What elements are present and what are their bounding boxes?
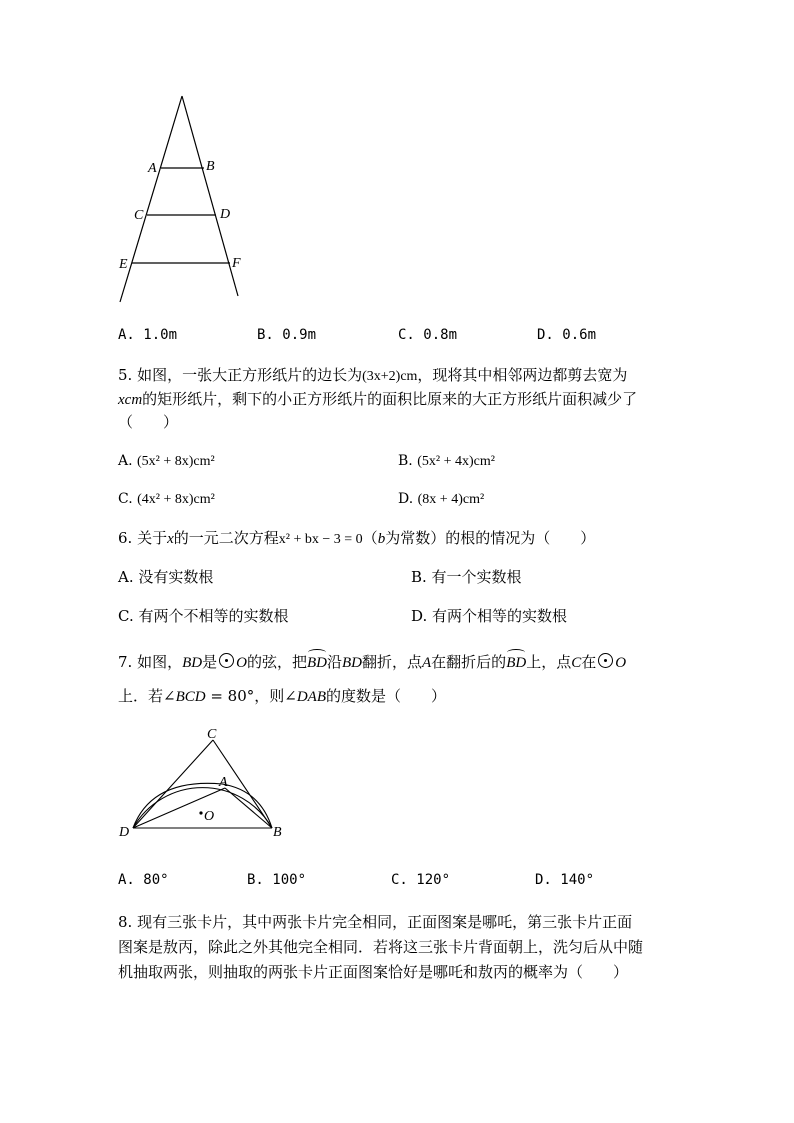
q7-bd-2: BD — [341, 655, 362, 671]
q6-paren-open: （ — [362, 529, 378, 547]
q5-option-a — [118, 451, 215, 472]
q7-text-2: 是 — [202, 653, 218, 671]
label-e: E — [119, 257, 128, 272]
fig2-label-b: B — [273, 825, 282, 840]
q5-option-c-expr: (4x² + 8x)cm² — [137, 492, 215, 507]
ladder-figure — [110, 90, 250, 310]
q7-line-2 — [118, 685, 446, 708]
label-d: D — [220, 207, 231, 222]
q7-point-a: A — [422, 655, 432, 671]
circle-symbol-icon — [598, 653, 613, 668]
q7-bd-1: BD — [182, 655, 203, 671]
fig2-label-a: A — [219, 775, 228, 790]
q5-option-d-letter: D. — [398, 491, 414, 507]
q7-text-1: 7. 如图， — [118, 653, 183, 671]
label-f: F — [232, 256, 241, 271]
q7-text-8: 在 — [581, 653, 597, 671]
q7-arc-bd-1: BD — [307, 652, 327, 674]
q5-option-b-expr: (5x² + 4x)cm² — [417, 454, 495, 469]
q5-line-2 — [118, 388, 637, 411]
q7-o-2: O — [615, 655, 627, 671]
q6-text-1: 6. 关于 — [118, 529, 168, 547]
q5-option-c — [118, 489, 215, 510]
q5-option-a-letter: A. — [118, 453, 133, 469]
q7-option-b: B. 100° — [247, 872, 307, 888]
q7-arc-bd-2: BD — [506, 652, 526, 674]
q6-equation: x² + bx − 3 = 0 — [278, 532, 363, 547]
q8-line-2: 图案是敖丙，除此之外其他完全相同．若将这三张卡片背面朝上，洗匀后从中随 — [118, 938, 644, 956]
q5-text-1: 5. 如图，一张大正方形纸片的边长为 — [118, 366, 363, 384]
left-leg-line — [120, 96, 182, 302]
q6-var-x: x — [167, 531, 174, 547]
q7-text-7: 上，点 — [526, 653, 572, 671]
q5-side-expr: (3x+2)cm — [362, 369, 418, 384]
q5-option-a-expr: (5x² + 8x)cm² — [137, 454, 215, 469]
right-leg-line — [182, 96, 238, 296]
q8-line-3: 机抽取两张，则抽取的两张卡片正面图案恰好是哪吒和敖丙的概率为（ ） — [118, 963, 629, 981]
q7-point-c: C — [571, 655, 582, 671]
q5-option-b — [398, 451, 495, 472]
q6-text-2: 的一元二次方程 — [173, 529, 279, 547]
q5-line-1 — [118, 364, 627, 388]
q5-answer-paren: （ ） — [118, 413, 179, 431]
q7-line-1 — [118, 651, 626, 674]
label-c: C — [134, 208, 144, 223]
q5-option-d-expr: (8x + 4)cm² — [417, 492, 485, 507]
q6-stem — [118, 527, 595, 551]
q7-text-6: 在翻折后的 — [431, 653, 507, 671]
q6-option-a: A. 没有实数根 — [118, 568, 214, 586]
q5-option-c-letter: C. — [118, 491, 133, 507]
outer-circle-arc — [133, 788, 272, 828]
q6-text-3: 为常数）的根的情况为（ ） — [385, 529, 596, 547]
q7-text-5: 翻折，点 — [361, 653, 422, 671]
q5-option-b-letter: B. — [398, 453, 413, 469]
q7-text-11: 的度数是（ ） — [326, 687, 447, 705]
q6-option-d: D. 有两个相等的实数根 — [411, 607, 568, 625]
q7-text-10: = 80°，则∠ — [205, 687, 297, 705]
label-b: B — [206, 159, 215, 174]
q8-line-1: 8. 现有三张卡片，其中两张卡片完全相同，正面图案是哪吒，第三张卡片正面 — [118, 913, 633, 931]
q5-text-3: 的矩形纸片，剩下的小正方形纸片的面积比原来的大正方形纸片面积减少了 — [142, 390, 638, 408]
label-a: A — [148, 161, 157, 176]
q5-option-d — [398, 489, 484, 510]
q5-width-expr: xcm — [118, 392, 143, 408]
q4-option-b: B. 0.9m — [257, 327, 317, 343]
q4-option-d: D. 0.6m — [537, 327, 597, 343]
q7-angle-bcd: BCD — [175, 689, 206, 705]
q6-var-b: b — [377, 531, 386, 547]
q4-option-c: C. 0.8m — [398, 327, 458, 343]
q7-o-1: O — [236, 655, 247, 671]
q7-angle-dab: DAB — [296, 689, 327, 705]
fig2-label-d: D — [119, 825, 130, 840]
q7-option-c: C. 120° — [391, 872, 451, 888]
q6-option-c: C. 有两个不相等的实数根 — [118, 607, 289, 625]
q4-option-a: A. 1.0m — [118, 327, 178, 343]
fig2-label-c: C — [207, 728, 217, 742]
q5-text-2: ，现将其中相邻两边都剪去宽为 — [417, 366, 628, 384]
q7-text-9: 上．若∠ — [118, 687, 176, 705]
q7-text-3: 的弦，把 — [246, 653, 307, 671]
circle-fold-figure — [112, 728, 292, 843]
q7-text-4: 沿 — [326, 653, 342, 671]
q6-option-b: B. 有一个实数根 — [411, 568, 522, 586]
q7-option-d: D. 140° — [535, 872, 595, 888]
center-point — [199, 811, 202, 814]
circle-symbol-icon — [219, 653, 234, 668]
q7-option-a: A. 80° — [118, 872, 169, 888]
fig2-label-o: O — [204, 809, 215, 824]
